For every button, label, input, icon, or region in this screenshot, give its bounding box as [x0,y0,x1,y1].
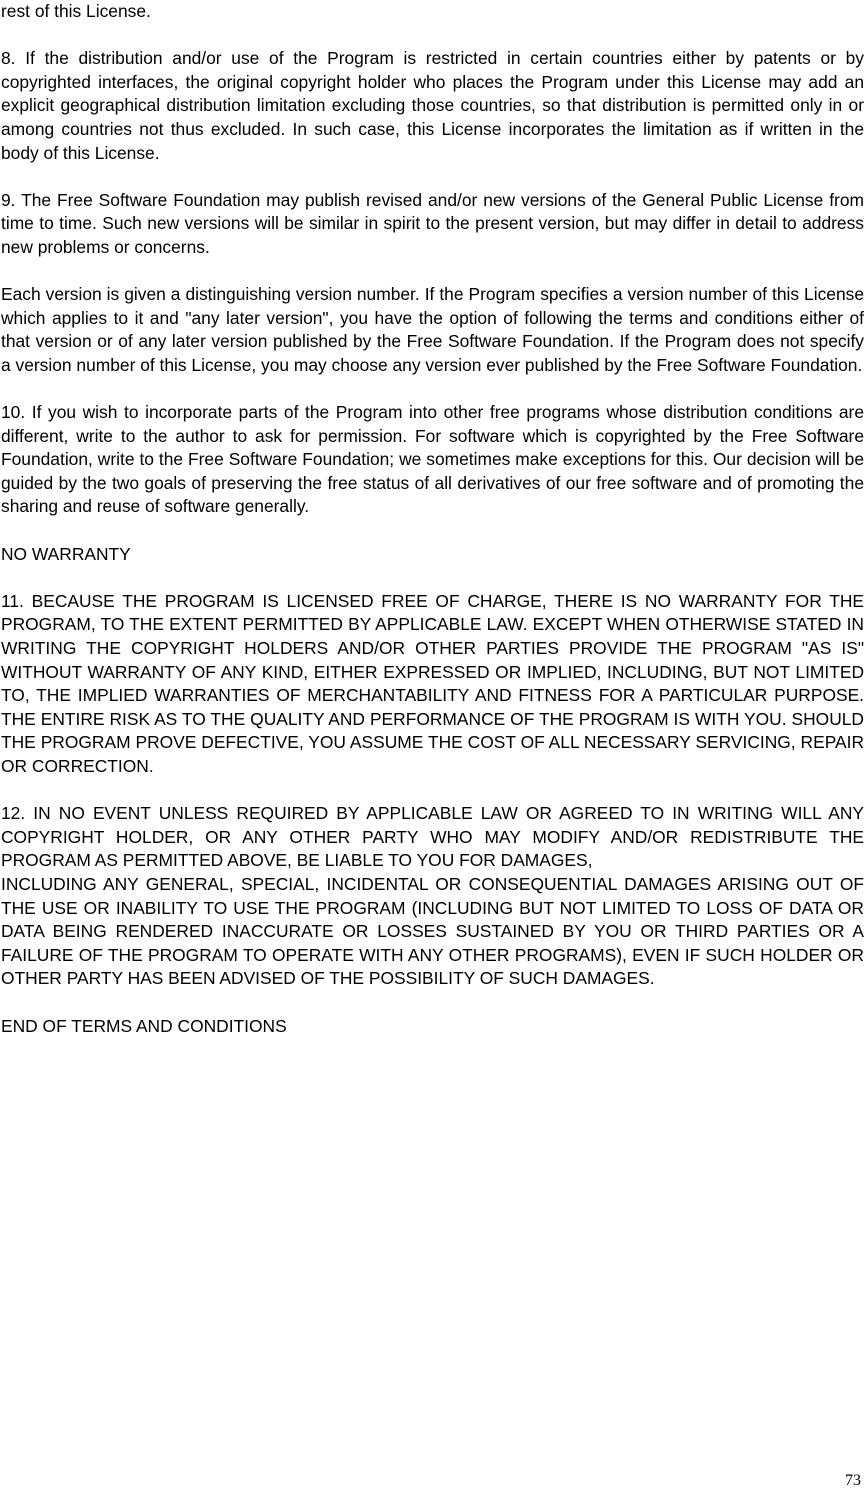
paragraph-version-number: Each version is given a distinguishing version number. If the Program specifies a version number of this License which applies to it and "any later version", you have the option of following the terms and conditions either of that version or of any later version published by the Free Software Foundation. If the Program does not specify a version number of this License, you may choose any version ever published by the Free Software Foundation. [1,284,864,375]
paragraph-section-8: 8. If the distribution and/or use of the Program is restricted in certain countries either by patents or by copyrighted interfaces, the original copyright holder who places the Program under this License may add an explicit geographical distribution limitation excluding those countries, so that distribution is permitted only in or among countries not thus excluded. In such case, this License incorporates the limitation as if written in the body of this License. [1,48,864,163]
page-number: 73 [845,1472,861,1489]
paragraph-continuation: rest of this License. [1,1,151,21]
paragraph-section-9: 9. The Free Software Foundation may publish revised and/or new versions of the General Public License from time to time. Such new versions will be similar in spirit to the present version, but may differ in detail to address new problems or concerns. [1,189,864,257]
paragraph-section-10: 10. If you wish to incorporate parts of the Program into other free programs whose distribution conditions are different, write to the author to ask for permission. For software which is copyrighted by the Free Software Foundation, write to the Free Software Foundation; we sometimes make exceptions for this. Our decision will be guided by the two goals of preserving the free status of all derivatives of our free software and of promoting the sharing and reuse of software generally. [1,402,864,517]
paragraph-section-12: 12. IN NO EVENT UNLESS REQUIRED BY APPLICABLE LAW OR AGREED TO IN WRITING WILL ANY COPYRIGHT HOLDER, OR ANY OTHER PARTY WHO MAY MODIFY AND/OR REDISTRIBUTE THE PROGRAM AS PERMITTED ABOVE, BE LIABLE TO YOU FOR DAMAGES, [1,803,864,871]
document-page [1,0,864,1062]
paragraph-section-12-continued: INCLUDING ANY GENERAL, SPECIAL, INCIDENTAL OR CONSEQUENTIAL DAMAGES ARISING OUT OF THE USE OR INABILITY TO USE THE PROGRAM (INCLUDING BUT NOT LIMITED TO LOSS OF DATA OR DATA BEING RENDERED INACCURATE OR LOSSES SUSTAINED BY YOU OR THIRD PARTIES OR A FAILURE OF THE PROGRAM TO OPERATE WITH ANY OTHER PROGRAMS), EVEN IF SUCH HOLDER OR OTHER PARTY HAS BEEN ADVISED OF THE POSSIBILITY OF SUCH DAMAGES. [1,873,864,989]
end-of-terms: END OF TERMS AND CONDITIONS [1,1015,287,1036]
heading-no-warranty: NO WARRANTY [1,543,131,564]
paragraph-section-11: 11. BECAUSE THE PROGRAM IS LICENSED FREE OF CHARGE, THERE IS NO WARRANTY FOR THE PROGRAM, TO THE EXTENT PERMITTED BY APPLICABLE LAW. EXCEPT WHEN OTHERWISE STATED IN WRITING THE COPYRIGHT HOLDERS AND/OR OTHER PARTIES PROVIDE THE PROGRAM "AS IS" WITHOUT WARRANTY OF ANY KIND, EITHER EXPRESSED OR IMPLIED, INCLUDING, BUT NOT LIMITED TO, THE IMPLIED WARRANTIES OF MERCHANTABILITY AND FITNESS FOR A PARTICULAR PURPOSE. THE ENTIRE RISK AS TO THE QUALITY AND PERFORMANCE OF THE PROGRAM IS WITH YOU. SHOULD THE PROGRAM PROVE DEFECTIVE, YOU ASSUME THE COST OF ALL NECESSARY SERVICING, REPAIR OR CORRECTION. [1,590,864,776]
